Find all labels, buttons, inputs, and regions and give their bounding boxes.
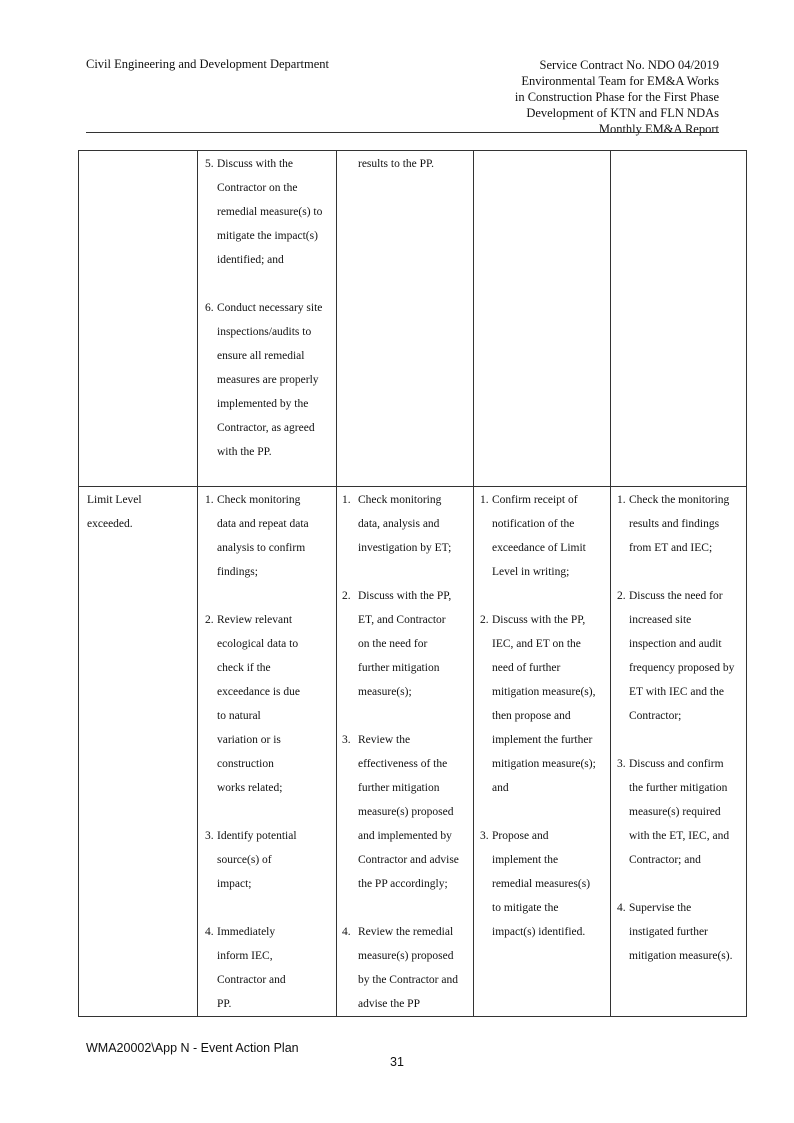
column-divider <box>610 151 611 1016</box>
line: Propose and <box>492 830 549 842</box>
line: increased site <box>629 614 692 626</box>
line: the further mitigation <box>629 782 728 794</box>
item-number: 2. <box>342 590 351 602</box>
line: measure(s) proposed <box>358 950 454 962</box>
list-item <box>205 920 333 1016</box>
line: notification of the <box>492 518 575 530</box>
item-number: 3. <box>205 830 214 842</box>
header-divider <box>86 132 719 133</box>
line: mitigation measure(s). <box>629 950 733 962</box>
row2-contractor-action-cell <box>480 488 608 944</box>
item-number: 3. <box>617 758 626 770</box>
row2-iec-action-cell <box>342 488 471 1016</box>
line: results and findings <box>629 518 720 530</box>
line: on the need for <box>358 638 428 650</box>
contract-info <box>419 57 719 137</box>
line: check if the <box>217 662 271 674</box>
line: Discuss the need for <box>629 590 723 602</box>
line: exceedance is due <box>217 686 301 698</box>
item-number: 2. <box>617 590 626 602</box>
line: with the ET, IEC, and <box>629 830 730 842</box>
item-number: 1. <box>205 494 214 506</box>
item-number: 3. <box>342 734 351 746</box>
line: instigated further <box>629 926 708 938</box>
list-item <box>205 824 333 896</box>
line: Discuss with the PP, <box>492 614 586 626</box>
list-item <box>617 896 745 968</box>
line: Discuss and confirm <box>629 758 724 770</box>
list-item <box>205 152 333 272</box>
line: Immediately <box>217 926 276 938</box>
item-number: 6. <box>205 302 214 314</box>
line: analysis to confirm <box>217 542 306 554</box>
line: mitigation measure(s); <box>492 758 596 770</box>
line: to mitigate the <box>492 902 559 914</box>
line: with the PP. <box>217 446 272 458</box>
item-number: 3. <box>480 830 489 842</box>
line: measure(s); <box>358 686 412 698</box>
line: data, analysis and <box>358 518 440 530</box>
action-list <box>205 488 333 1016</box>
line: implement the further <box>492 734 593 746</box>
line: Review the <box>358 734 411 746</box>
line: source(s) of <box>217 854 272 866</box>
page-number: 31 <box>390 1055 404 1069</box>
list-item <box>480 488 608 584</box>
row2-et-action-cell <box>205 488 333 1016</box>
line: exceedance of Limit <box>492 542 586 554</box>
item-number: 4. <box>342 926 351 938</box>
row1-iec-action-cell <box>358 152 470 176</box>
cell-text: results to the PP. <box>358 158 435 170</box>
line: Conduct necessary site <box>217 302 323 314</box>
line: effectiveness of the <box>358 758 448 770</box>
line: then propose and <box>492 710 571 722</box>
line: Supervise the <box>629 902 692 914</box>
column-divider <box>197 151 198 1016</box>
line: Check monitoring <box>217 494 301 506</box>
line: to natural <box>217 710 261 722</box>
list-item <box>205 296 333 464</box>
line: construction <box>217 758 274 770</box>
line: Contractor on the <box>217 182 298 194</box>
contract-line: Environmental Team for EM&A Works <box>521 74 719 88</box>
list-item <box>342 920 471 1016</box>
line: further mitigation <box>358 662 440 674</box>
line: mitigation measure(s), <box>492 686 596 698</box>
line: remedial measure(s) to <box>217 206 323 218</box>
line: inform IEC, <box>217 950 273 962</box>
list-item <box>617 488 745 560</box>
line: measure(s) required <box>629 806 721 818</box>
line: ecological data to <box>217 638 299 650</box>
action-list <box>617 488 745 968</box>
line: implement the <box>492 854 559 866</box>
action-list <box>480 488 608 944</box>
contract-line: Development of KTN and FLN NDAs <box>526 106 719 120</box>
line: Check monitoring <box>358 494 442 506</box>
contract-line: in Construction Phase for the First Phase <box>514 90 719 104</box>
line: remedial measures(s) <box>492 878 591 890</box>
line: inspection and audit <box>629 638 722 650</box>
line: impact; <box>217 878 252 890</box>
list-item <box>617 752 745 872</box>
item-number: 2. <box>205 614 214 626</box>
line: identified; and <box>217 254 284 266</box>
contract-line: Service Contract No. NDO 04/2019 <box>539 58 719 72</box>
line: Confirm receipt of <box>492 494 578 506</box>
line: investigation by ET; <box>358 542 452 554</box>
item-number: 1. <box>480 494 489 506</box>
line: Contractor, as agreed <box>217 422 315 434</box>
list-item <box>617 584 745 728</box>
item-number: 4. <box>617 902 626 914</box>
row-divider <box>79 486 746 487</box>
row1-et-action-cell <box>205 152 333 464</box>
action-list <box>205 152 333 464</box>
line: Check the monitoring <box>629 494 730 506</box>
column-divider <box>336 151 337 1016</box>
line: Review relevant <box>217 614 293 626</box>
line: need of further <box>492 662 561 674</box>
line: Contractor and advise <box>358 854 459 866</box>
line: frequency proposed by <box>629 662 735 674</box>
column-divider <box>473 151 474 1016</box>
line: Contractor and <box>217 974 286 986</box>
line: impact(s) identified. <box>492 926 586 938</box>
list-item <box>205 608 333 800</box>
list-item <box>342 584 471 704</box>
line: mitigate the impact(s) <box>217 230 318 242</box>
line: Discuss with the PP, <box>358 590 452 602</box>
contract-line: Monthly EM&A Report <box>598 122 719 136</box>
event-label: exceeded. <box>87 518 133 530</box>
line: ensure all remedial <box>217 350 305 362</box>
line: measure(s) proposed <box>358 806 454 818</box>
row2-pp-action-cell <box>617 488 745 968</box>
line: by the Contractor and <box>358 974 458 986</box>
event-action-table <box>78 150 747 1017</box>
list-item <box>342 488 471 560</box>
line: PP. <box>217 998 232 1010</box>
list-item <box>480 608 608 800</box>
line: implemented by the <box>217 398 309 410</box>
row2-event-cell <box>87 488 193 536</box>
item-number: 4. <box>205 926 214 938</box>
line: Review the remedial <box>358 926 454 938</box>
line: ET with IEC and the <box>629 686 724 698</box>
line: inspections/audits to <box>217 326 312 338</box>
line: IEC, and ET on the <box>492 638 581 650</box>
line: Level in writing; <box>492 566 570 578</box>
line: findings; <box>217 566 258 578</box>
document-reference: WMA20002\App N - Event Action Plan <box>86 1041 299 1055</box>
line: further mitigation <box>358 782 440 794</box>
line: data and repeat data <box>217 518 309 530</box>
line: and implemented by <box>358 830 452 842</box>
item-number: 1. <box>342 494 351 506</box>
line: advise the PP <box>358 998 420 1010</box>
line: Identify potential <box>217 830 297 842</box>
list-item <box>480 824 608 944</box>
line: works related; <box>217 782 283 794</box>
line: Discuss with the <box>217 158 294 170</box>
item-number: 5. <box>205 158 214 170</box>
event-label: Limit Level <box>87 494 142 506</box>
line: Contractor; and <box>629 854 701 866</box>
action-list <box>342 488 471 1016</box>
item-number: 2. <box>480 614 489 626</box>
line: Contractor; <box>629 710 682 722</box>
line: ET, and Contractor <box>358 614 446 626</box>
line: measures are properly <box>217 374 319 386</box>
list-item <box>205 488 333 584</box>
line: variation or is <box>217 734 281 746</box>
line: and <box>492 782 509 794</box>
item-number: 1. <box>617 494 626 506</box>
list-item <box>342 728 471 896</box>
department-name: Civil Engineering and Development Department <box>86 57 329 71</box>
line: the PP accordingly; <box>358 878 448 890</box>
line: from ET and IEC; <box>629 542 713 554</box>
